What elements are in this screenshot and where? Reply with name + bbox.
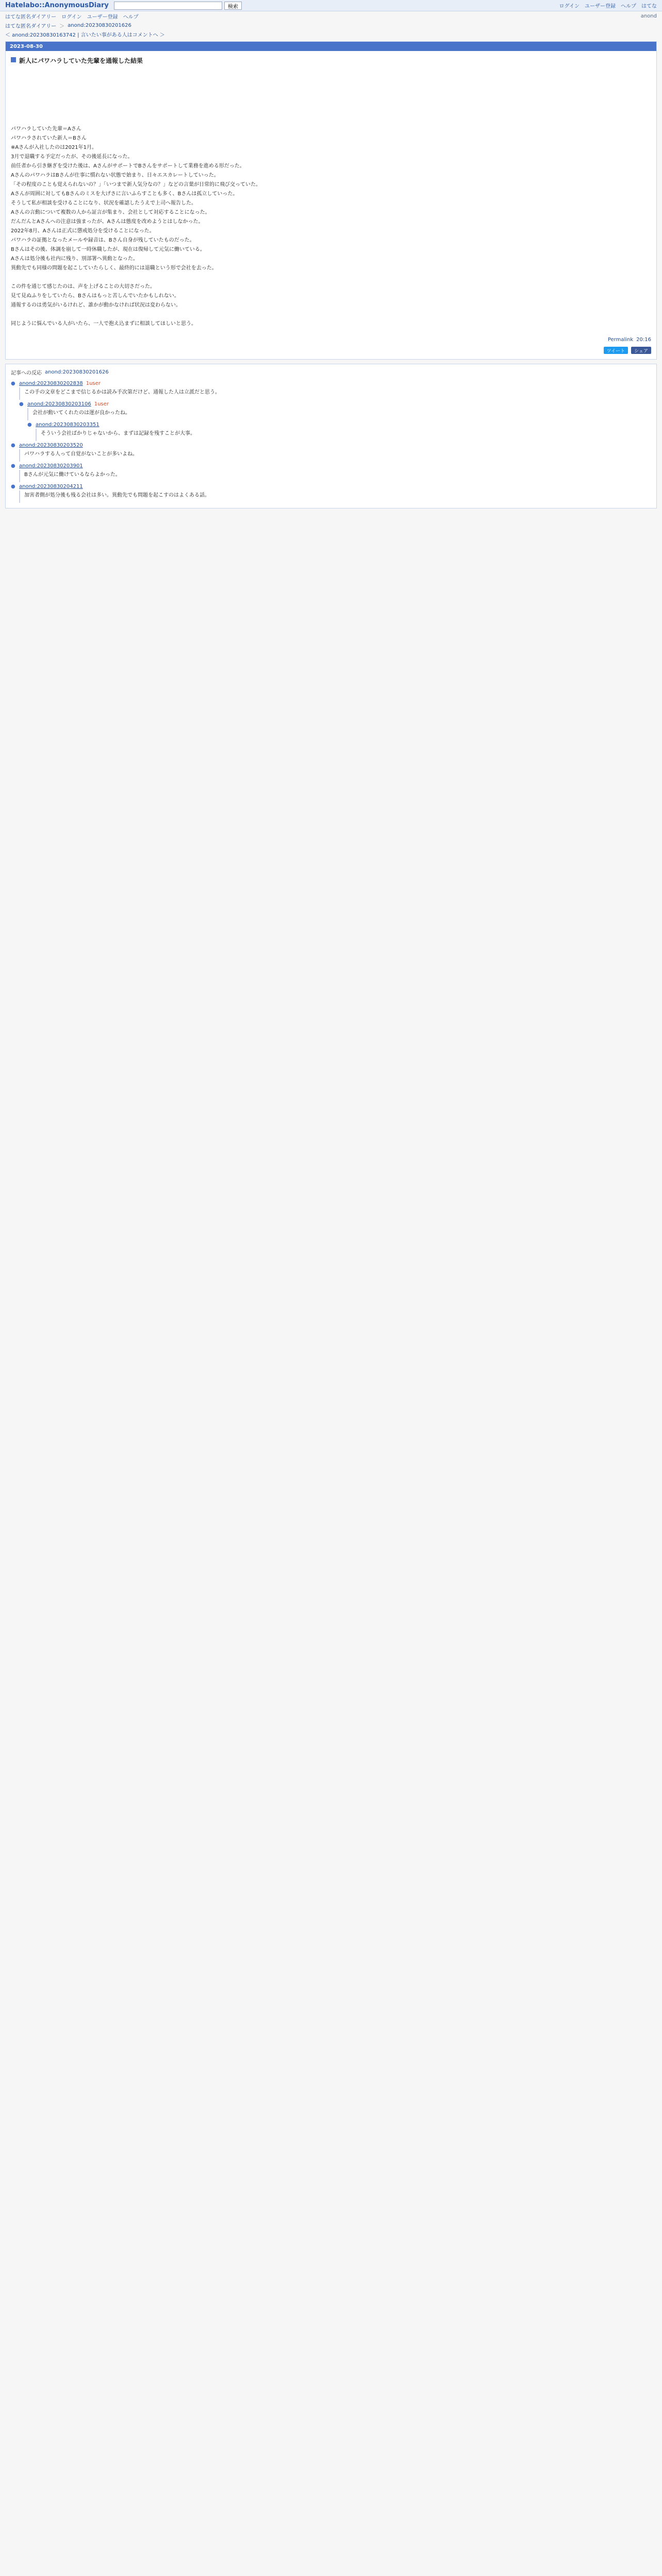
comment-bullet-icon: ● xyxy=(11,380,15,386)
article-paragraph: だんだんとAさんへの注意は強まったが、Aさんは態度を改めようとはしなかった。 xyxy=(11,219,204,225)
article-title-text[interactable]: 新人にパワハラしていた先輩を通報した結果 xyxy=(19,57,143,64)
breadcrumb-subline xyxy=(0,30,662,38)
tweet-button[interactable]: ツイート xyxy=(604,347,628,354)
search-input[interactable] xyxy=(114,2,222,10)
comment-header xyxy=(11,462,651,470)
subbar-right: anond xyxy=(640,13,657,19)
comment-id-link[interactable]: anond:20230830203106 xyxy=(27,401,91,407)
comment-body: そういう会社ばかりじゃないから、まずは記録を残すことが大事。 xyxy=(36,429,651,441)
comment-id-link[interactable]: anond:20230830202838 xyxy=(19,380,83,386)
article-paragraph: Aさんの言動について複数の人から証言が集まり、会社として対応することになった。 xyxy=(11,210,210,215)
article-paragraph: AさんのパワハラはBさんが仕事に慣れない状態で始まり、日々エスカレートしていった。 xyxy=(11,173,219,178)
comment-header xyxy=(19,400,651,408)
article-spacer xyxy=(11,106,651,115)
article-paragraph: 3月で退職する予定だったが、その後延長になった。 xyxy=(11,154,133,160)
breadcrumb-item-home[interactable]: はてな匿名ダイアリー xyxy=(5,23,57,29)
subbar-item-signup[interactable]: ユーザー登録 xyxy=(87,14,118,20)
article-body xyxy=(6,69,656,334)
comment xyxy=(11,441,651,462)
title-square-icon xyxy=(11,57,16,62)
comment-bullet-icon: ● xyxy=(27,421,32,428)
comment-body: この手の文章をどこまで信じるかは読み手次第だけど、通報した人は立派だと思う。 xyxy=(19,387,651,400)
article-spacer xyxy=(11,115,651,125)
sub-bar xyxy=(0,11,662,21)
article-footer xyxy=(6,334,656,347)
article-paragraph: Aさんが周囲に対してもBさんのミスを大げさに言いふらすことも多く、Bさんは孤立していった。 xyxy=(11,191,238,197)
comment-children xyxy=(27,420,651,441)
comment-body: Bさんが元気に働けているならよかった。 xyxy=(19,470,651,482)
comments-link[interactable]: anond:20230830201626 xyxy=(45,369,109,375)
comment-bullet-icon: ● xyxy=(11,463,15,469)
article-paragraph: 同じように悩んでいる人がいたら、一人で抱え込まずに相談してほしいと思う。 xyxy=(11,321,196,327)
article-paragraph: Aさんは処分後も社内に残り、別部署へ異動となった。 xyxy=(11,256,138,262)
comment xyxy=(27,420,651,441)
subbar-item-help[interactable]: ヘルプ xyxy=(123,14,139,20)
site-logo[interactable]: Hatelabo::AnonymousDiary xyxy=(5,2,109,9)
article-paragraph: パワハラされていた新人＝Bさん xyxy=(11,135,87,141)
article-spacer xyxy=(11,310,651,319)
facebook-share-button[interactable]: シェア xyxy=(631,347,651,354)
article-paragraph: 2022年8月、Aさんは正式に懲戒処分を受けることになった。 xyxy=(11,228,155,234)
article-paragraph: 前任者から引き継ぎを受けた後は、AさんがサポートでBさんをサポートして業務を進める形だった。 xyxy=(11,163,245,169)
comment-bullet-icon: ● xyxy=(19,401,24,407)
comments-header xyxy=(11,368,651,376)
top-bar xyxy=(0,0,662,11)
comment-meta: 1user xyxy=(86,380,101,386)
comment-body: 会社が動いてくれたのは運が良かったね。 xyxy=(27,408,651,420)
comment xyxy=(19,400,651,441)
article-paragraph: そうして私が相談を受けることになり、状況を確認したうえで上司へ報告した。 xyxy=(11,200,196,206)
top-link-help[interactable]: ヘルプ xyxy=(621,4,636,9)
subbar-item-login[interactable]: ログイン xyxy=(61,14,82,20)
top-links xyxy=(559,2,657,9)
breadcrumb xyxy=(0,21,662,30)
breadcrumb-separator: ＞ xyxy=(59,23,65,29)
comment-meta: 1user xyxy=(94,401,109,407)
comment xyxy=(11,482,651,503)
article-paragraph: 「その程度のことも覚えられないの？」「いつまで新人気分なの？」などの言葉が日常的に飛び交っていた。 xyxy=(11,182,261,188)
comment-header xyxy=(11,441,651,449)
article-spacer xyxy=(11,97,651,106)
article-paragraph: 通報するのは勇気がいるけれど、誰かが動かなければ状況は変わらない。 xyxy=(11,302,181,308)
comment-header xyxy=(11,379,651,387)
share-buttons xyxy=(6,347,656,359)
comment xyxy=(11,379,651,441)
top-link-login[interactable]: ログイン xyxy=(559,4,580,9)
article-spacer xyxy=(11,69,651,78)
comment xyxy=(11,462,651,482)
comment-id-link[interactable]: anond:20230830204211 xyxy=(19,483,83,489)
article-spacer xyxy=(11,88,651,97)
comment-children xyxy=(19,400,651,441)
comment-id-link[interactable]: anond:20230830203901 xyxy=(19,463,83,469)
article-paragraph: 異動先でも同様の問題を起こしていたらしく、最終的には退職という形で会社を去った。 xyxy=(11,265,217,271)
subbar-item-home[interactable]: はてな匿名ダイアリー xyxy=(5,14,57,20)
time: 20:16 xyxy=(636,337,651,343)
article-title xyxy=(6,51,656,69)
article-paragraph: パワハラの証拠となったメールや録音は、Bさん自身が残していたものだった。 xyxy=(11,238,195,243)
article-spacer xyxy=(11,78,651,88)
top-link-signup[interactable]: ユーザー登録 xyxy=(585,4,616,9)
comment-id-link[interactable]: anond:20230830203351 xyxy=(36,421,100,428)
comment-header xyxy=(11,482,651,490)
breadcrumb-item-current[interactable]: anond:20230830201626 xyxy=(68,22,131,28)
comment-body: パワハラする人って自覚がないことが多いよね。 xyxy=(19,449,651,462)
article xyxy=(5,41,657,360)
main xyxy=(0,41,662,509)
article-paragraph: Bさんはその後、体調を崩して一時休職したが、現在は復帰して元気に働いている。 xyxy=(11,247,205,252)
permalink[interactable]: Permalink xyxy=(607,337,634,343)
comments xyxy=(5,364,657,509)
comment-list xyxy=(11,379,651,503)
comments-title: 記事への反応 xyxy=(11,370,42,376)
comment-bullet-icon: ● xyxy=(11,442,15,448)
comment-body: 加害者側が処分後も残る会社は多い。異動先でも問題を起こすのはよくある話。 xyxy=(19,490,651,503)
article-date: 2023-08-30 xyxy=(6,42,656,51)
article-paragraph: ※Aさんが入社したのは2021年1月。 xyxy=(11,145,97,150)
search-button[interactable]: 検索 xyxy=(224,2,242,10)
article-spacer xyxy=(11,273,651,282)
breadcrumb-subline-text[interactable]: ＜ anond:20230830163742 | 言いたい事がある人はコメントへ ＞ xyxy=(5,32,165,38)
article-paragraph: パワハラしていた先輩＝Aさん xyxy=(11,126,81,132)
comment-header xyxy=(27,420,651,429)
top-link-hatena[interactable]: はてな xyxy=(641,4,657,9)
article-paragraph: 見て見ぬふりをしていたら、Bさんはもっと苦しんでいたかもしれない。 xyxy=(11,293,179,299)
article-paragraph: この件を通じて感じたのは、声を上げることの大切さだった。 xyxy=(11,284,155,290)
search-box xyxy=(114,2,242,10)
comment-id-link[interactable]: anond:20230830203520 xyxy=(19,442,83,448)
comment-bullet-icon: ● xyxy=(11,483,15,489)
